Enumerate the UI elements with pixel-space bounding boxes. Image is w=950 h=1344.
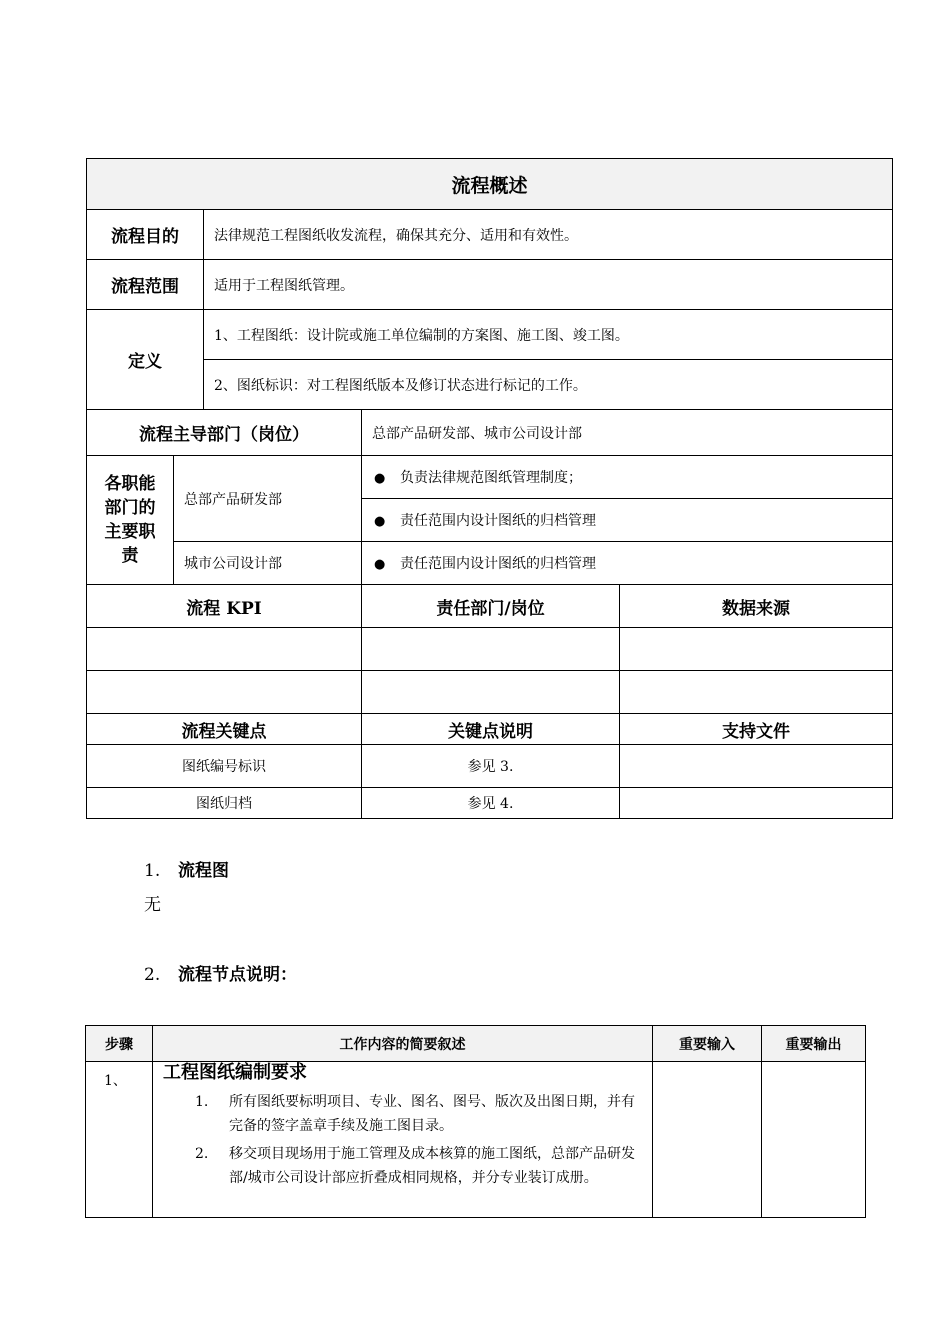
list-item: 1. 所有图纸要标明项目、专业、图名、图号、版次及出图日期，并有完备的签字盖章手续及施工图目录。 (195, 1094, 635, 1134)
kpi-cell (620, 628, 893, 671)
section-1-heading: 1. 流程图 (144, 861, 229, 881)
kpi-cell (362, 628, 620, 671)
section-2-heading: 2. 流程节点说明： (144, 965, 297, 985)
lead-dept-label: 流程主导部门（岗位） (87, 410, 362, 456)
kpi-cell (87, 671, 362, 714)
key-header: 支持文件 (620, 714, 893, 745)
resp-dept-rnd: 总部产品研发部 (174, 456, 362, 542)
resp-item: ● 责任范围内设计图纸的归档管理 (362, 499, 893, 542)
key-header: 关键点说明 (362, 714, 620, 745)
definition-item: 1、工程图纸：设计院或施工单位编制的方案图、施工图、竣工图。 (204, 310, 893, 360)
steps-header: 重要输出 (762, 1026, 866, 1062)
resp-item: ● 责任范围内设计图纸的归档管理 (362, 542, 893, 585)
steps-header: 工作内容的简要叙述 (153, 1026, 653, 1062)
kpi-cell (87, 628, 362, 671)
kpi-cell (362, 671, 620, 714)
step-output (762, 1062, 866, 1218)
key-point: 图纸编号标识 (87, 745, 362, 788)
bullet-icon: ● (374, 514, 386, 529)
lead-dept-text: 总部产品研发部、城市公司设计部 (362, 410, 893, 456)
key-doc (620, 788, 893, 819)
purpose-text: 法律规范工程图纸收发流程，确保其充分、适用和有效性。 (204, 210, 893, 260)
definition-label: 定义 (87, 310, 204, 410)
key-desc: 参见 4. (362, 788, 620, 819)
key-header: 流程关键点 (87, 714, 362, 745)
steps-header: 步骤 (86, 1026, 153, 1062)
bullet-icon: ● (374, 557, 386, 572)
kpi-header: 数据来源 (620, 585, 893, 628)
scope-label: 流程范围 (87, 260, 204, 310)
table-row (86, 1062, 866, 1218)
list-item: 2. 移交项目现场用于施工管理及成本核算的施工图纸，总部产品研发部/城市公司设计部应折叠成相同规格，并分专业装订成册。 (195, 1146, 635, 1186)
purpose-label: 流程目的 (87, 210, 204, 260)
step-title: 工程图纸编制要求 (163, 1062, 307, 1083)
steps-header: 重要输入 (653, 1026, 762, 1062)
step-content (153, 1062, 653, 1218)
responsibilities-label: 各职能 部门的 主要职 责 (87, 456, 174, 585)
key-desc: 参见 3. (362, 745, 620, 788)
overview-title: 流程概述 (87, 159, 893, 210)
kpi-header: 流程 KPI (87, 585, 362, 628)
section-1-content: 无 (144, 895, 161, 915)
resp-item: ● 负责法律规范图纸管理制度； (362, 456, 893, 499)
definition-item: 2、图纸标识：对工程图纸版本及修订状态进行标记的工作。 (204, 360, 893, 410)
key-point: 图纸归档 (87, 788, 362, 819)
scope-text: 适用于工程图纸管理。 (204, 260, 893, 310)
key-doc (620, 745, 893, 788)
process-overview-table (86, 158, 893, 819)
bullet-icon: ● (374, 471, 386, 486)
resp-dept-design: 城市公司设计部 (174, 542, 362, 585)
step-input (653, 1062, 762, 1218)
kpi-cell (620, 671, 893, 714)
kpi-header: 责任部门/岗位 (362, 585, 620, 628)
process-steps-table (85, 1025, 866, 1218)
step-number: 1、 (86, 1062, 153, 1218)
